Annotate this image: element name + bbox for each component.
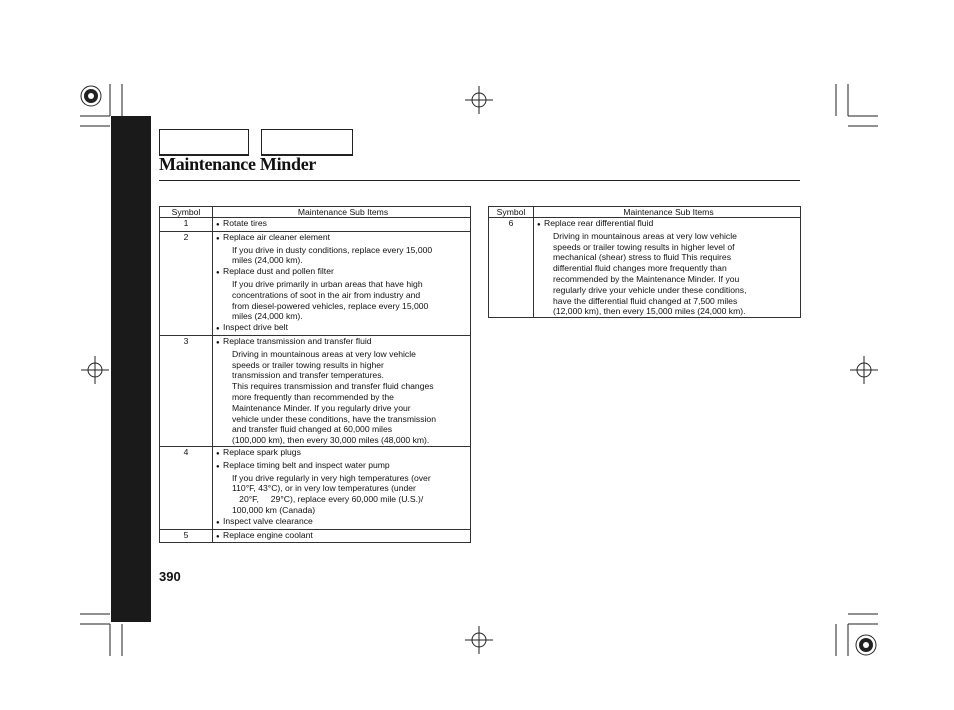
sub-items-cell: [213, 231, 471, 335]
sub-item-description: concentrations of soot in the air from industry and: [232, 289, 421, 300]
sub-item: [216, 336, 470, 349]
sub-items-cell: [213, 446, 471, 529]
sub-item-description: If you drive primarily in urban areas that have high: [232, 278, 423, 289]
bullet-icon: ●: [216, 235, 220, 242]
sub-item-label: Replace dust and pollen filter: [223, 266, 334, 277]
sub-item-description: recommended by the Maintenance Minder. If you: [553, 273, 740, 284]
page-title: Maintenance Minder: [159, 154, 317, 174]
column-header-symbol: Symbol: [160, 207, 213, 218]
sub-items-cell: [213, 529, 471, 543]
symbol-cell: 4: [160, 446, 213, 529]
sub-item-description: differential fluid changes more frequently than: [553, 263, 727, 274]
symbol-cell: 1: [160, 218, 213, 232]
maintenance-table-left: [159, 206, 471, 543]
sub-item-label: Replace spark plugs: [223, 446, 301, 457]
sub-item-description: speeds or trailer towing results in higher level of: [553, 241, 735, 252]
sub-item-description: speeds or trailer towing results in higher: [232, 359, 384, 370]
bullet-icon: ●: [216, 270, 220, 277]
sub-items-cell: [213, 218, 471, 232]
sub-item-description: miles (24,000 km).: [232, 255, 303, 266]
bullet-icon: ●: [216, 533, 220, 540]
symbol-cell: 5: [160, 529, 213, 543]
column-header-sub-items: Maintenance Sub Items: [534, 207, 801, 218]
sub-item: [216, 232, 470, 245]
symbol-cell: 6: [489, 218, 534, 318]
sub-item-label: Inspect valve clearance: [223, 515, 313, 526]
bullet-icon: ●: [216, 339, 220, 346]
registration-rosette-icon: [856, 635, 876, 655]
sub-item: [537, 218, 800, 231]
bullet-icon: ●: [537, 222, 541, 228]
header-tab-box-left: [159, 129, 249, 156]
sub-item-description: (100,000 km), then every 30,000 miles (48,000 km).: [232, 435, 430, 446]
section-sidebar-tab: [111, 116, 151, 622]
bullet-icon: ●: [216, 222, 220, 228]
sub-item: [216, 447, 470, 460]
table-row: [160, 218, 471, 232]
registration-target-icon: [81, 356, 109, 384]
sub-item-description: 20°F, 29°C), replace every 60,000 mile (U.S.)/: [232, 494, 424, 505]
sub-item-description: Maintenance Minder. If you regularly drive your: [232, 402, 411, 413]
column-header-symbol: Symbol: [489, 207, 534, 218]
sub-item-description: mechanical (shear) stress to fluid This requires: [553, 252, 731, 263]
sub-item-description: regularly drive your vehicle under these conditions,: [553, 284, 747, 295]
column-header-sub-items: Maintenance Sub Items: [213, 207, 471, 218]
registration-target-icon: [850, 356, 878, 384]
sub-item-description: Driving in mountainous areas at very low vehicle: [232, 348, 416, 359]
sub-item-description: more frequently than recommended by the: [232, 391, 394, 402]
sub-item: [216, 218, 470, 231]
bullet-icon: ●: [216, 450, 220, 457]
sub-item: [216, 460, 470, 473]
sub-item-label: Replace timing belt and inspect water pump: [223, 459, 390, 470]
sub-item-description: 110°F, 43°C), or in very low temperatures (under: [232, 483, 416, 494]
sub-item: [216, 266, 470, 279]
symbol-cell: 3: [160, 335, 213, 446]
sub-item-description: transmission and transfer temperatures.: [232, 370, 384, 381]
table-row: [160, 446, 471, 529]
sub-item-description: If you drive regularly in very high temperatures (over: [232, 472, 431, 483]
sub-item-description: (12,000 km), then every 15,000 miles (24,000 km).: [553, 306, 746, 317]
sub-item: [216, 530, 470, 543]
bullet-icon: ●: [216, 519, 220, 526]
sub-item-label: Replace transmission and transfer fluid: [223, 335, 372, 346]
sub-item-description: miles (24,000 km).: [232, 311, 303, 322]
table-row: [160, 231, 471, 335]
bullet-icon: ●: [216, 463, 220, 470]
sub-item-description: Driving in mountainous areas at very low vehicle: [553, 230, 737, 241]
sub-item-label: Replace rear differential fluid: [544, 218, 654, 228]
sub-item-description: 100,000 km (Canada): [232, 504, 316, 515]
table-row: [489, 218, 801, 318]
table-body: [160, 218, 471, 543]
page-number: 390: [159, 569, 181, 584]
sub-item-label: Rotate tires: [223, 218, 267, 228]
sub-item-description: and transfer fluid changed at 60,000 miles: [232, 424, 393, 435]
sub-item-description: vehicle under these conditions, have the transmission: [232, 413, 436, 424]
sub-item-label: Inspect drive belt: [223, 322, 288, 333]
sub-item-description: from diesel-powered vehicles, replace every 15,000: [232, 300, 429, 311]
sub-item-description: If you drive in dusty conditions, replace every 15,000: [232, 244, 433, 255]
sub-items-cell: [534, 218, 801, 318]
registration-target-icon: [465, 626, 493, 654]
registration-rosette-icon: [81, 86, 101, 106]
table-row: [160, 529, 471, 543]
table-row: [160, 335, 471, 446]
title-rule: [159, 180, 800, 181]
sub-item-description: This requires transmission and transfer fluid changes: [232, 381, 434, 392]
sub-item-label: Replace engine coolant: [223, 529, 313, 540]
sub-item: [216, 322, 470, 335]
table-body: [489, 218, 801, 318]
maintenance-table-right: [488, 206, 801, 318]
sub-items-cell: [213, 335, 471, 446]
sub-item: [216, 516, 470, 529]
bullet-icon: ●: [216, 326, 220, 333]
sub-item-label: Replace air cleaner element: [223, 231, 331, 242]
header-tab-box-right: [261, 129, 353, 156]
sub-item-description: have the differential fluid changed at 7,500 miles: [553, 295, 738, 306]
symbol-cell: 2: [160, 231, 213, 335]
registration-target-icon: [465, 86, 493, 114]
